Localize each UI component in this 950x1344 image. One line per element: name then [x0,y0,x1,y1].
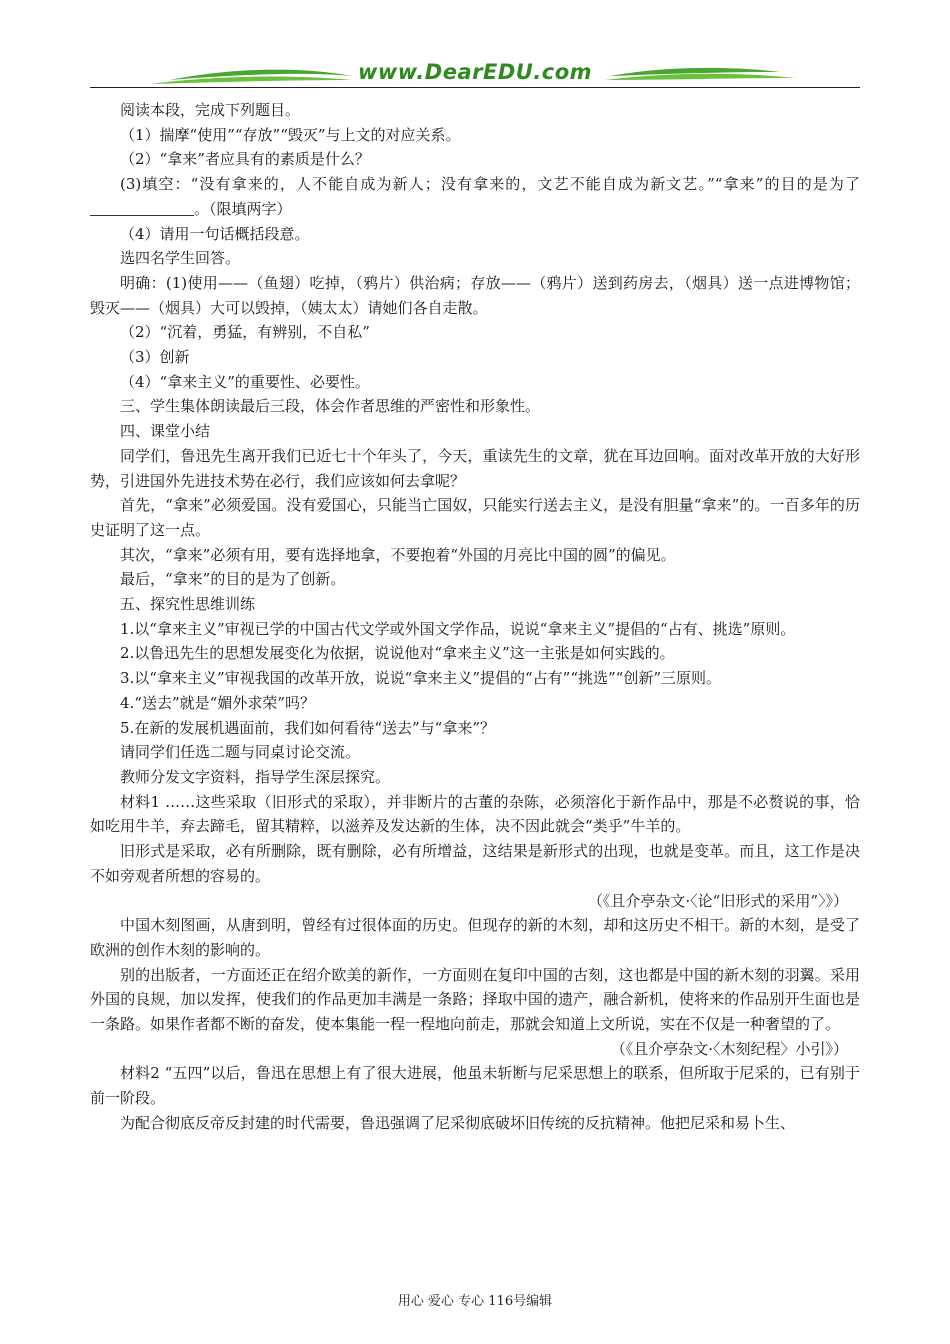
header-rule [90,87,860,88]
section-heading: 五、探究性思维训练 [120,595,256,614]
fill-in-blank [90,201,194,216]
page-footer: 用心 爱心 专心 116号编辑 [397,1294,553,1309]
page-header [90,58,860,90]
document-body [90,98,860,1136]
paragraph: 选四名学生回答。 [120,249,241,268]
list-item: 5.在新的发展机遇面前，我们如何看待“送去”与“拿来”？ [120,718,495,737]
citation: （《且介亭杂文·〈木刻纪程〉小引》） [610,1039,848,1058]
question-2: （2）“拿来”者应具有的素质是什么？ [120,150,370,169]
question-3-tail: 。（限填两字） [194,199,292,218]
paragraph: 别的出版者，一方面还正在绍介欧美的新作，一方面则在复印中国的古刻，这也都是中国的新木刻的羽翼。采用外国的良规，加以发挥，使我们的作品更加丰满是一条路；择取中国的遗产，融合新机，使将来的作品别开生面也是一条路。如果作者都不断的奋发，使本集能一程一程地向前走，那就会知道上文所说，实在不仅是一种奢望的了。 [90,965,860,1034]
paragraph: 首先，“拿来”必须爱国。没有爱国心，只能当亡国奴，只能实行送去主义，是没有胆量“拿来”的。一百多年的历史证明了这一点。 [90,496,860,539]
material-1: 材料1 ……这些采取（旧形式的采取），并非断片的古董的杂陈，必须溶化于新作品中，那是不必赘说的事，恰如吃用牛羊，弃去蹄毛，留其精粹，以滋养及发达新的生体，决不因此就会“类乎”牛羊的。 [90,792,860,836]
citation: （《且介亭杂文·〈论“旧形式的采用”〉》） [587,891,848,910]
list-item: 1.以“拿来主义”审视已学的中国古代文学或外国文学作品，说说“拿来主义”提倡的“占有、挑选”原则。 [120,619,796,638]
list-item: 2.以鲁迅先生的思想发展变化为依据，说说他对“拿来主义”这一主张是如何实践的。 [120,644,675,663]
paragraph: 同学们，鲁迅先生离开我们已近七十个年头了，今天，重读先生的文章，犹在耳边回响。面对改革开放的大好形势，引进国外先进技术势在必行，我们应该如何去拿呢？ [90,446,860,490]
paragraph: 最后，“拿来”的目的是为了创新。 [120,570,346,589]
answer-1: 明确：(1)使用——（鱼翅）吃掉，（鸦片）供治病；存放——（鸦片）送到药房去，（烟具）送一点进博物馆；毁灭——（烟具）大可以毁掉，（姨太太）请她们各自走散。 [90,273,860,317]
answer-2: （2）“沉着，勇猛，有辨别，不自私” [120,323,370,342]
paragraph: 旧形式是采取，必有所删除，既有删除，必有所增益，这结果是新形式的出现，也就是变革。而且，这工作是决不如旁观者所想的容易的。 [90,842,860,885]
paragraph: 阅读本段，完成下列题目。 [120,101,301,119]
paragraph: 中国木刻图画，从唐到明，曾经有过很体面的历史。但现存的新的木刻，却和这历史不相干。新的木刻，是受了欧洲的创作木刻的影响的。 [90,916,860,959]
question-3 [90,172,860,221]
section-heading: 四、课堂小结 [120,422,211,441]
list-item: 3.以“拿来主义”审视我国的改革开放，说说“拿来主义”提倡的“占有”“挑选”“创新”三原则。 [120,669,721,688]
question-3-text: (3)填空：“没有拿来的，人不能自成为新人；没有拿来的，文艺不能自成为新文艺。”“拿来”的目的是为了 [120,175,860,194]
question-4: （4）请用一句话概括段意。 [120,224,310,243]
answer-3: （3）创新 [120,348,190,367]
question-1: （1）揣摩“使用”“存放”“毁灭”与上文的对应关系。 [120,125,461,144]
section-heading: 三、学生集体朗读最后三段，体会作者思维的严密性和形象性。 [120,397,541,416]
material-2: 材料2 “五四”以后，鲁迅在思想上有了很大进展，他虽未斩断与尼采思想上的联系，但所取于尼采的，已有别于前一阶段。 [90,1064,860,1108]
list-item: 4.“送去”就是“媚外求荣”吗？ [120,693,315,712]
answer-4: （4）“拿来主义”的重要性、必要性。 [120,372,370,391]
paragraph: 为配合彻底反帝反封建的时代需要，鲁迅强调了尼采彻底破坏旧传统的反抗精神。他把尼采和易卜生、 [120,1113,796,1132]
paragraph: 请同学们任选二题与同桌讨论交流。 [120,743,361,762]
logo-text: www.DearEDU.com [357,60,593,84]
paragraph: 其次，“拿来”必须有用，要有选择地拿，不要抱着“外国的月亮比中国的圆”的偏见。 [120,545,676,564]
paragraph: 教师分发文字资料，指导学生深层探究。 [120,767,391,786]
